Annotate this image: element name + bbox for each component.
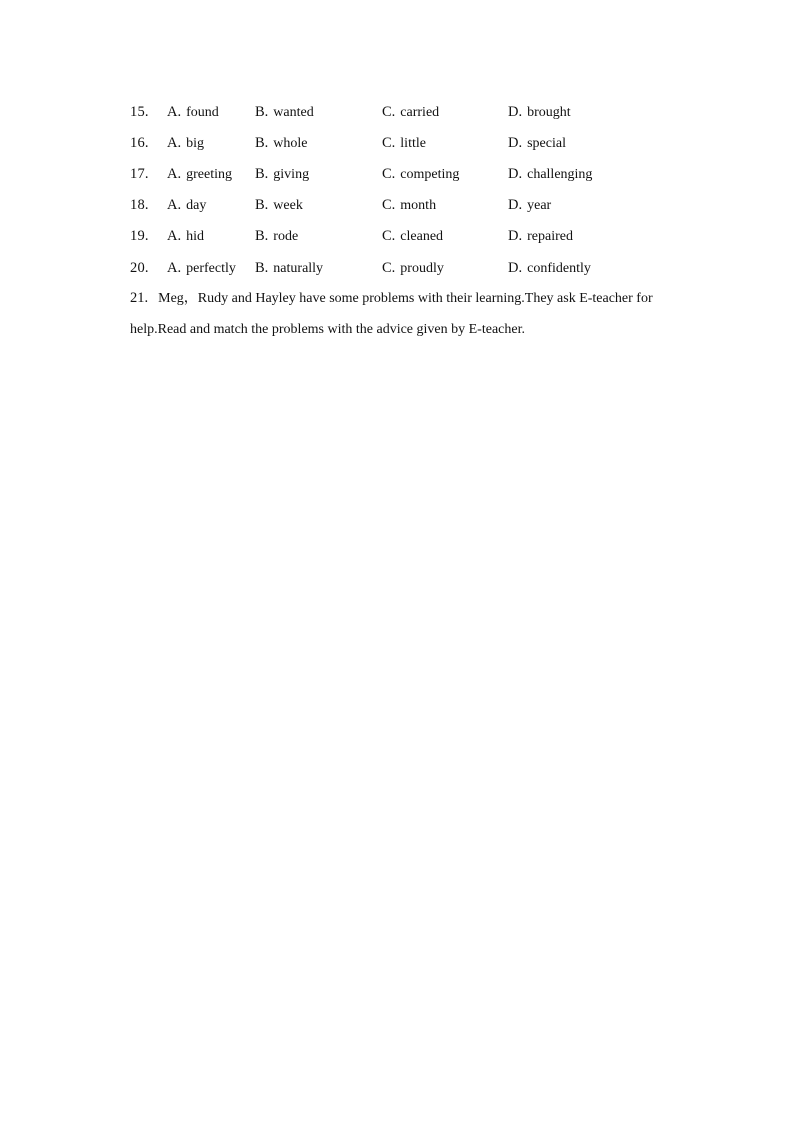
option-text: naturally	[273, 261, 324, 276]
option-a	[167, 102, 219, 123]
option-b	[255, 258, 323, 279]
option-letter: B.	[255, 197, 269, 213]
option-text: proudly	[400, 261, 444, 276]
option-c	[382, 226, 443, 247]
question-number: 15.	[130, 104, 149, 120]
option-d	[508, 226, 573, 247]
option-letter: C.	[382, 104, 396, 120]
option-letter: D.	[508, 135, 523, 151]
option-b	[255, 102, 314, 123]
question-19	[130, 226, 690, 246]
option-letter: C.	[382, 135, 396, 151]
option-letter: B.	[255, 228, 269, 244]
option-letter: B.	[255, 104, 269, 120]
question-16	[130, 133, 690, 153]
question-number: 21.	[130, 290, 149, 306]
question-21	[130, 283, 670, 345]
option-d	[508, 133, 566, 154]
option-text: little	[400, 136, 426, 151]
option-letter: D.	[508, 166, 523, 182]
option-a	[167, 226, 204, 247]
option-d	[508, 164, 592, 185]
option-text: found	[186, 105, 219, 120]
option-letter: B.	[255, 166, 269, 182]
option-text: giving	[273, 167, 310, 182]
option-text: hid	[186, 229, 204, 244]
option-c	[382, 195, 436, 216]
option-letter: D.	[508, 228, 523, 244]
option-text: confidently	[527, 261, 591, 276]
option-c	[382, 164, 459, 185]
option-text: year	[527, 198, 552, 213]
option-letter: B.	[255, 135, 269, 151]
option-letter: D.	[508, 104, 523, 120]
option-letter: B.	[255, 260, 269, 276]
question-number: 16.	[130, 135, 149, 151]
option-letter: A.	[167, 104, 182, 120]
question-21-line-1	[130, 283, 670, 314]
question-number: 17.	[130, 166, 149, 182]
option-letter: A.	[167, 197, 182, 213]
option-letter: A.	[167, 260, 182, 276]
option-c	[382, 102, 439, 123]
option-text: special	[527, 136, 566, 151]
option-a	[167, 258, 236, 279]
option-text: wanted	[273, 105, 314, 120]
option-text: carried	[400, 105, 440, 120]
question-21-line-2: help.Read and match the problems with the advice given by E-teacher.	[130, 322, 525, 337]
option-letter: C.	[382, 228, 396, 244]
question-17	[130, 164, 690, 184]
option-text: perfectly	[186, 261, 236, 276]
question-18	[130, 195, 690, 215]
option-letter: C.	[382, 260, 396, 276]
option-text: brought	[527, 105, 571, 120]
option-b	[255, 226, 298, 247]
option-a	[167, 133, 204, 154]
option-text: month	[400, 198, 437, 213]
option-d	[508, 102, 571, 123]
option-c	[382, 133, 426, 154]
option-text: greeting	[186, 167, 232, 182]
option-text: big	[186, 136, 204, 151]
option-letter: C.	[382, 166, 396, 182]
option-text: rode	[273, 229, 299, 244]
option-d	[508, 258, 591, 279]
option-b	[255, 133, 308, 154]
option-b	[255, 164, 309, 185]
option-text: day	[186, 198, 207, 213]
question-15	[130, 102, 690, 122]
option-letter: C.	[382, 197, 396, 213]
option-letter: D.	[508, 260, 523, 276]
question-number: 20.	[130, 260, 149, 276]
option-text: week	[273, 198, 303, 213]
option-text: cleaned	[400, 229, 444, 244]
option-text: whole	[273, 136, 308, 151]
option-text: repaired	[527, 229, 573, 244]
option-d	[508, 195, 551, 216]
option-text: competing	[400, 167, 460, 182]
option-letter: D.	[508, 197, 523, 213]
option-b	[255, 195, 303, 216]
question-20	[130, 258, 690, 278]
option-letter: A.	[167, 228, 182, 244]
question-21-text-1: Meg，Rudy and Hayley have some problems with their learning.They ask E-teacher for	[158, 291, 653, 306]
option-c	[382, 258, 444, 279]
option-letter: A.	[167, 166, 182, 182]
option-letter: A.	[167, 135, 182, 151]
option-a	[167, 195, 206, 216]
option-text: challenging	[527, 167, 593, 182]
question-number: 18.	[130, 197, 149, 213]
option-a	[167, 164, 232, 185]
question-number: 19.	[130, 228, 149, 244]
